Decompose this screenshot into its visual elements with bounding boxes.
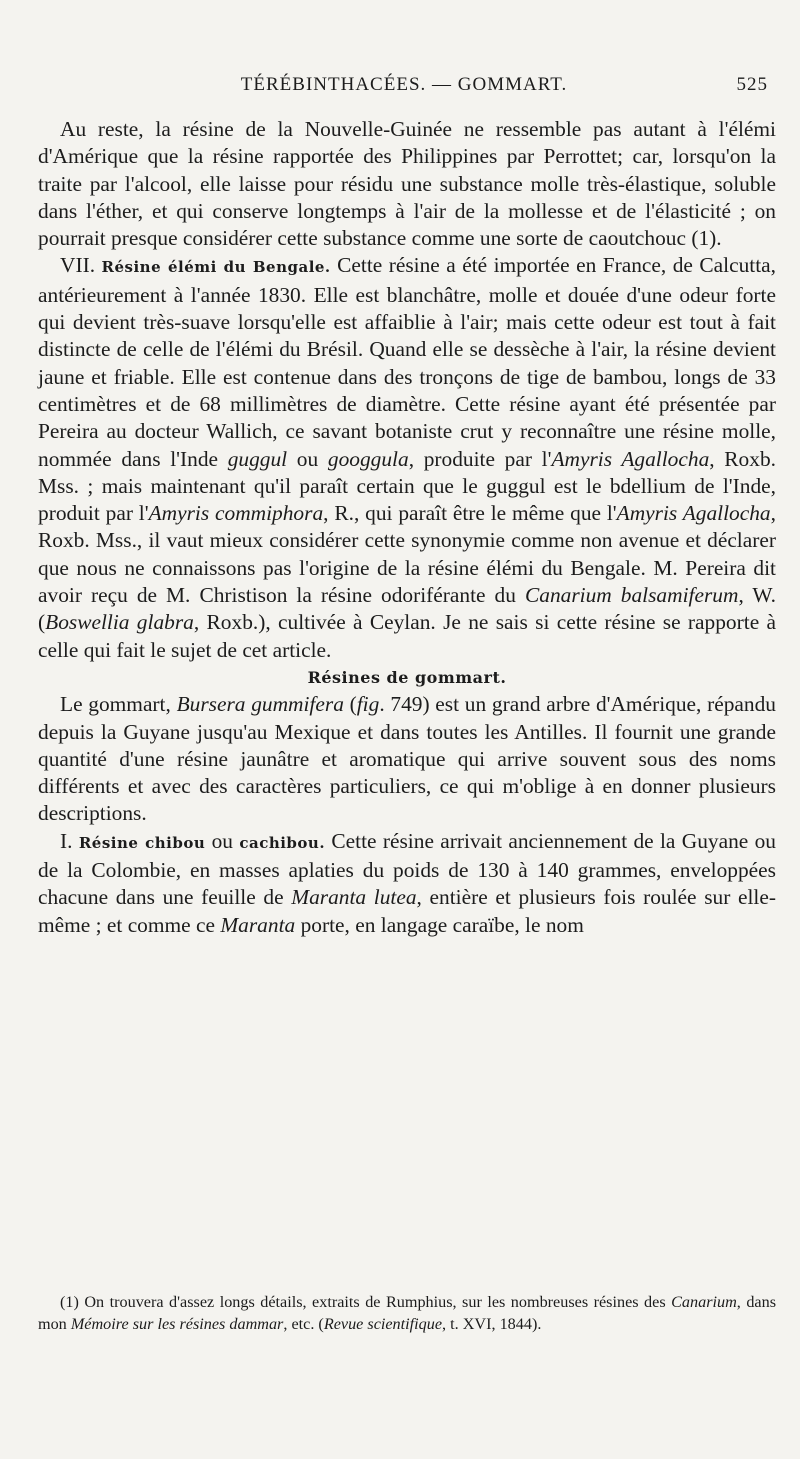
- footnote: (1) On trouvera d'assez longs détails, extraits de Rumphius, sur les nombreuses résines des Canarium, dans mon Mémoire sur les résines dammar, etc. (Revue scientifique, t. XVI, 1844).: [38, 1293, 776, 1333]
- paragraph-gommart: Le gommart, Bursera gummifera (fig. 749) est un grand arbre d'Amérique, répandu depuis la Guyane jusqu'au Mexique et dans toutes les Antilles. Il fournit une grande quantité d'une résine jaunâtre et aromatique qui arrive souvent sous des noms différents et avec des caractères particuliers, ce qui m'oblige à en donner plusieurs descriptions.: [38, 692, 776, 826]
- section-number: I.: [60, 828, 73, 853]
- section-title: Résine chibou: [78, 833, 206, 852]
- section-title-alt: cachibou.: [239, 833, 326, 852]
- paragraph-resine-chibou: I. Résine chibou ou cachibou. Cette résine arrivait anciennement de la Guyane ou de la Colombie, en masses aplaties du poids de 130 à 140 grammes, enveloppées chacune dans une feuille de Maranta lutea, entière et plusieurs fois roulée sur elle-même ; et comme ce Maranta porte, en langage caraïbe, le nom: [38, 828, 776, 937]
- section-heading: Résines de gommart.: [307, 667, 507, 687]
- page-number: 525: [736, 74, 768, 95]
- section-number: VII.: [60, 253, 96, 278]
- paragraph-elemi-bengale: VII. Résine élémi du Bengale. Cette résine a été importée en France, de Calcutta, antérieurement à l'année 1830. Elle est blanchâtre, molle et douée d'une odeur forte qui devient très-suave lorsqu'elle est affaiblie à l'air; mais cette odeur est tout à fait distincte de celle de l'élémi du Brésil. Quand elle se dessèche à l'air, la résine devient jaune et friable. Elle est contenue dans des tronçons de tige de bambou, longs de 33 centimètres et de 68 millimètres de diamètre. Cette résine ayant été présentée par Pereira au docteur Wallich, ce savant botaniste crut y reconnaître une résine molle, nommée dans l'Inde guggul ou googgula, produite par l'Amyris Agallocha, Roxb. Mss. ; mais maintenant qu'il paraît certain que le guggul est le bdellium de l'Inde, produit par l'Amyris commiphora, R., qui paraît être le même que l'Amyris Agallocha, Roxb. Mss., il vaut mieux considérer cette synonymie comme non avenue et déclarer que nous ne connaissons pas l'origine de la résine élémi du Bengale. M. Pereira dit avoir reçu de M. Christison la résine odoriférante du Canarium balsamiferum, W. (Boswellia glabra, Roxb.), cultivée à Ceylan. Je ne sais si cette résine se rapporte à celle qui fait le sujet de cet article.: [38, 253, 777, 662]
- paragraph-new-guinea-resin: Au reste, la résine de la Nouvelle-Guinée ne ressemble pas autant à l'élémi d'Amérique que la résine rapportée des Philippines par Perrottet; car, lorsqu'on la traite par l'alcool, elle laisse pour résidu une substance molle très-élastique, soluble dans l'éther, et qui conserve longtemps à l'air de la mollesse et de l'élasticité ; on pourrait presque considérer cette substance comme une sorte de caoutchouc (1).: [38, 117, 776, 251]
- running-title: TÉRÉBINTHACÉES. — GOMMART.: [240, 74, 568, 95]
- section-title: Résine élémi du Bengale.: [101, 258, 331, 277]
- page-header: [40, 74, 768, 102]
- main-text: [38, 116, 776, 939]
